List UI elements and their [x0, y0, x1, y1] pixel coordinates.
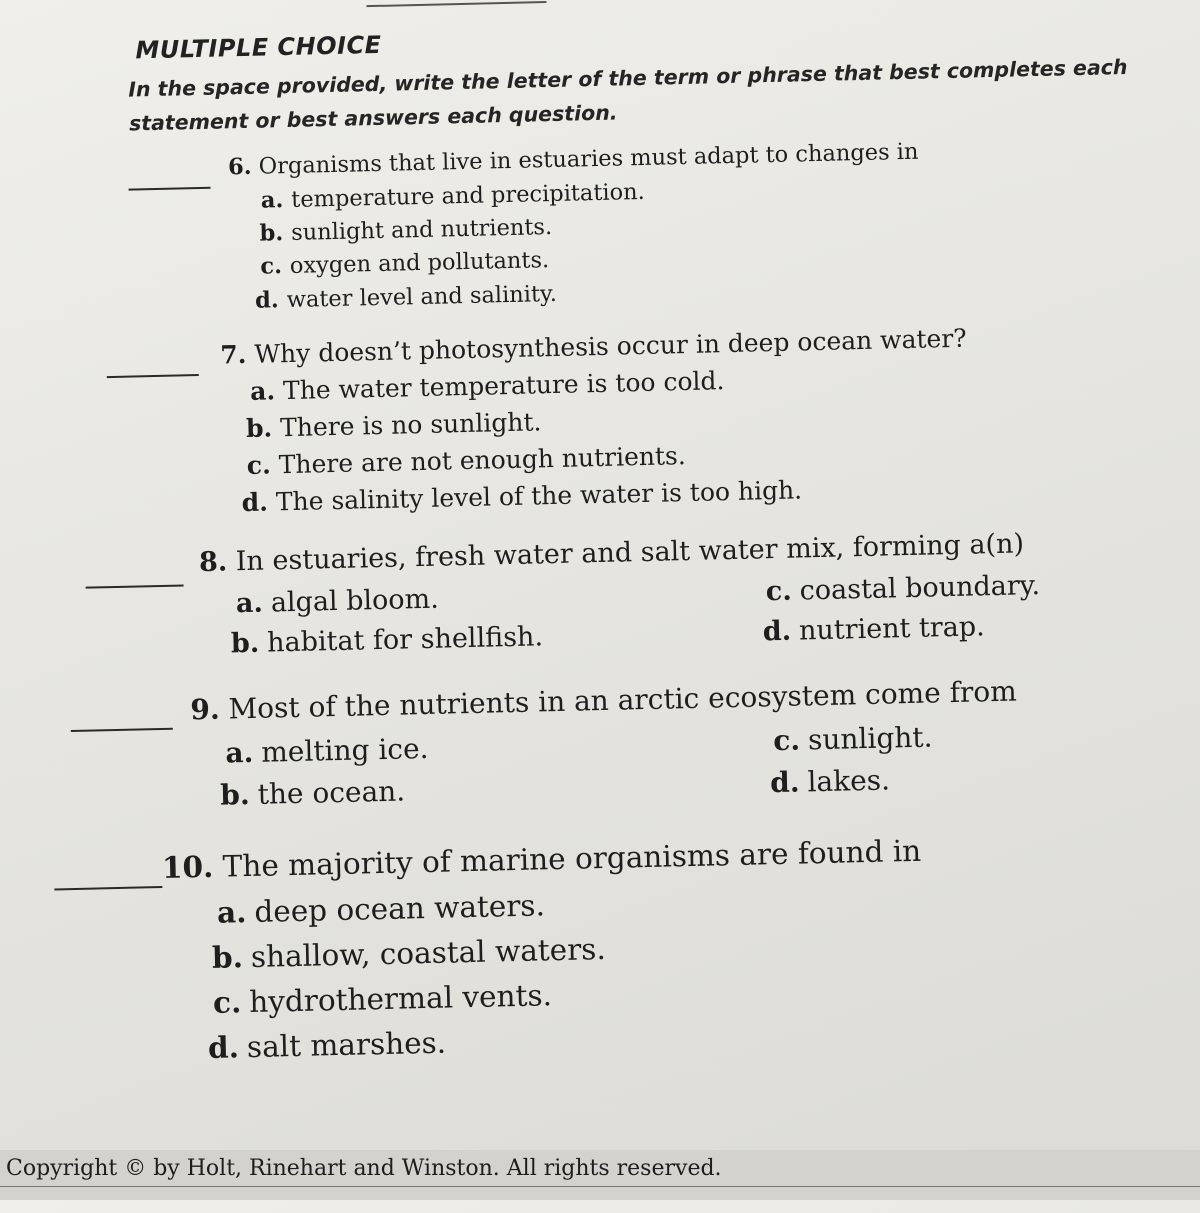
instructions: In the space provided, write the letter of the term or phrase that best completes each statement or best answers each question. — [128, 54, 1128, 136]
question-number: 10. — [161, 848, 214, 886]
option-letter: b. — [219, 778, 251, 812]
question-number: 8. — [198, 546, 228, 579]
option-c — [247, 441, 687, 480]
option-letter: c. — [212, 984, 242, 1020]
option-a — [250, 366, 725, 406]
option-letter: a. — [260, 187, 284, 214]
option-text: water level and salinity. — [286, 280, 558, 314]
option-text: the ocean. — [257, 774, 406, 811]
option-text: The salinity level of the water is too high. — [275, 475, 803, 517]
question-stem — [190, 675, 1017, 727]
question-text: Organisms that live in estuaries must adapt to changes in — [258, 138, 919, 180]
answer-blank-10[interactable] — [54, 886, 162, 890]
top-rule — [366, 1, 546, 7]
question-stem — [199, 528, 1025, 578]
question-stem — [162, 833, 922, 885]
option-letter: d. — [254, 287, 279, 314]
option-letter: b. — [230, 627, 260, 660]
option-a — [236, 584, 440, 620]
option-b — [259, 214, 552, 247]
question-text: Most of the nutrients in an arctic ecosystem come from — [228, 674, 1018, 726]
option-text: shallow, coastal waters. — [250, 931, 607, 975]
option-letter: c. — [772, 723, 801, 758]
option-text: sunlight. — [807, 720, 933, 757]
option-text: lakes. — [807, 763, 891, 799]
answer-blank-6[interactable] — [129, 187, 211, 191]
option-letter: d. — [769, 765, 800, 800]
option-letter: a. — [216, 894, 247, 930]
option-b — [231, 621, 544, 659]
option-letter: c. — [765, 575, 793, 608]
question-text: The majority of marine organisms are found in — [222, 833, 922, 884]
option-text: hydrothermal vents. — [248, 978, 553, 1020]
option-text: There is no sunlight. — [279, 407, 542, 443]
option-d — [770, 763, 891, 799]
option-letter: a. — [249, 376, 276, 406]
option-text: salt marshes. — [246, 1025, 447, 1065]
option-letter: c. — [246, 450, 272, 480]
option-b — [220, 774, 406, 811]
option-c — [766, 570, 1041, 607]
option-d — [241, 475, 802, 517]
option-text: nutrient trap. — [798, 611, 986, 647]
option-letter: a. — [225, 735, 254, 770]
section-title: MULTIPLE CHOICE — [135, 30, 382, 65]
question-stem — [220, 324, 967, 370]
option-text: melting ice. — [260, 731, 429, 769]
option-text: There are not enough nutrients. — [278, 441, 687, 480]
option-text: habitat for shellfish. — [266, 621, 544, 659]
option-a — [261, 179, 645, 214]
option-letter: c. — [260, 253, 283, 280]
question-stem — [228, 139, 919, 181]
option-text: sunlight and nutrients. — [290, 213, 553, 246]
question-text: In estuaries, fresh water and salt water mix, forming a(n) — [235, 528, 1025, 578]
option-c — [213, 977, 553, 1020]
option-text: oxygen and pollutants. — [289, 247, 550, 279]
question-number: 7. — [220, 339, 247, 370]
question-text: Why doesn’t photosynthesis occur in deep ocean water? — [254, 323, 967, 369]
option-text: The water temperature is too cold. — [282, 366, 725, 406]
option-b — [246, 407, 542, 443]
option-c — [773, 720, 933, 757]
option-a — [217, 887, 546, 929]
question-number: 9. — [190, 692, 220, 727]
option-text: deep ocean waters. — [253, 888, 546, 929]
option-a — [225, 732, 429, 770]
option-text: algal bloom. — [270, 583, 440, 619]
copyright-notice: Copyright © by Holt, Rinehart and Winston. All rights reserved. — [6, 1156, 722, 1181]
option-letter: d. — [762, 615, 792, 648]
option-letter: d. — [207, 1029, 240, 1066]
option-d — [762, 611, 985, 647]
option-letter: b. — [245, 413, 273, 443]
option-letter: b. — [211, 939, 244, 975]
option-text: coastal boundary. — [799, 570, 1041, 607]
option-c — [260, 247, 549, 280]
option-letter: d. — [241, 487, 269, 518]
option-d — [208, 1025, 447, 1065]
footer-rule — [0, 1186, 1200, 1187]
option-text: temperature and precipitation. — [290, 178, 646, 213]
question-number: 6. — [227, 153, 252, 181]
answer-blank-8[interactable] — [86, 584, 184, 588]
answer-blank-7[interactable] — [107, 374, 199, 378]
option-b — [212, 931, 607, 975]
option-letter: b. — [259, 220, 284, 247]
option-letter: a. — [235, 587, 264, 620]
answer-blank-9[interactable] — [71, 728, 173, 732]
option-d — [255, 281, 557, 314]
